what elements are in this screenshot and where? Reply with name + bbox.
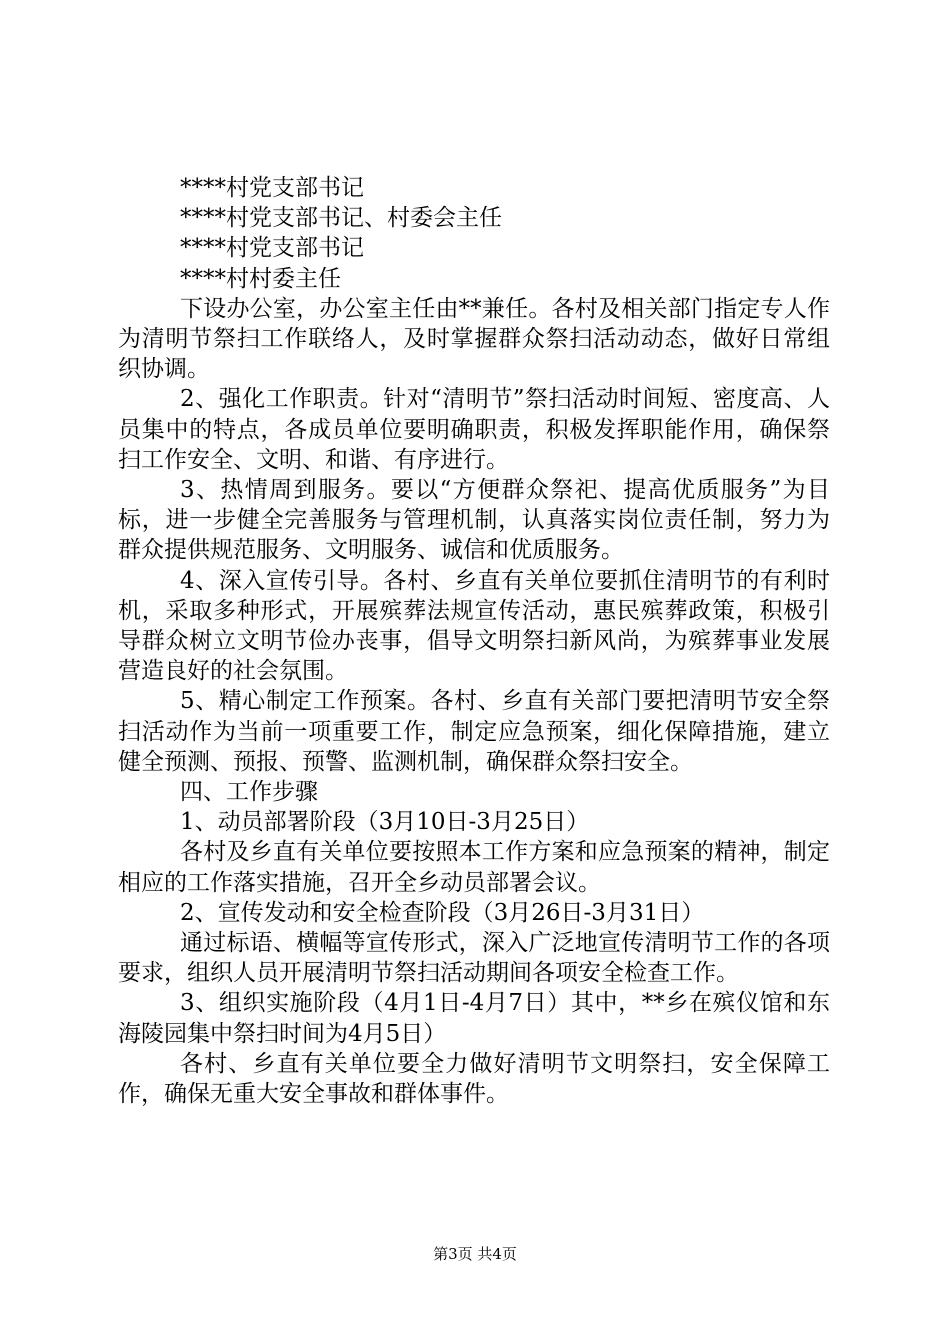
- step-2-body: 通过标语、横幅等宣传形式，深入广泛地宣传清明节工作的各项要求，组织人员开展清明节祭扫活动期间各项安全检查工作。: [118, 930, 830, 987]
- paragraph-office: 下设办公室，办公室主任由**兼任。各村及相关部门指定专人作为清明节祭扫工作联络人，及时掌握群众祭扫活动动态，做好日常组织协调。: [118, 295, 830, 383]
- section-heading-steps: 四、工作步骤: [180, 779, 318, 806]
- step-2-heading: 2、宣传发动和安全检查阶段（3月26日-3月31日）: [180, 899, 705, 926]
- step-1-heading: 1、动员部署阶段（3月10日-3月25日）: [180, 809, 590, 836]
- step-3-heading: 3、组织实施阶段（4月1日-4月7日）其中，**乡在殡仪馆和东海陵园集中祭扫时间为4月5日）: [118, 990, 830, 1047]
- member-line-1: ****村党支部书记: [180, 175, 364, 201]
- document-body: [118, 173, 830, 1109]
- paragraph-duties: 2、强化工作职责。针对“清明节”祭扫活动时间短、密度高、人员集中的特点，各成员单位要明确职责，积极发挥职能作用，确保祭扫工作安全、文明、和谐、有序进行。: [118, 386, 830, 473]
- paragraph-publicity: 4、深入宣传引导。各村、乡直有关单位要抓住清明节的有利时机，采取多种形式，开展殡葬法规宣传活动，惠民殡葬政策，积极引导群众树立文明节俭办丧事，倡导文明祭扫新风尚，为殡葬事业发展营造良好的社会氛围。: [118, 567, 830, 685]
- paragraph-plan: 5、精心制定工作预案。各村、乡直有关部门要把清明节安全祭扫活动作为当前一项重要工作，制定应急预案，细化保障措施，建立健全预测、预报、预警、监测机制，确保群众祭扫安全。: [118, 688, 830, 775]
- step-1-body: 各村及乡直有关单位要按照本工作方案和应急预案的精神，制定相应的工作落实措施，召开全乡动员部署会议。: [118, 839, 830, 896]
- page-footer: 第3页 共4页: [433, 1245, 517, 1263]
- member-line-4: ****村村委主任: [180, 265, 341, 292]
- step-3-body: 各村、乡直有关单位要全力做好清明节文明祭扫，安全保障工作，确保无重大安全事故和群体事件。: [118, 1050, 830, 1108]
- paragraph-service: 3、热情周到服务。要以“方便群众祭祀、提高优质服务”为目标，进一步健全完善服务与管理机制，认真落实岗位责任制，努力为群众提供规范服务、文明服务、诚信和优质服务。: [118, 477, 830, 564]
- member-line-2: ****村党支部书记、村委会主任: [180, 205, 502, 232]
- member-line-3: ****村党支部书记: [180, 235, 364, 262]
